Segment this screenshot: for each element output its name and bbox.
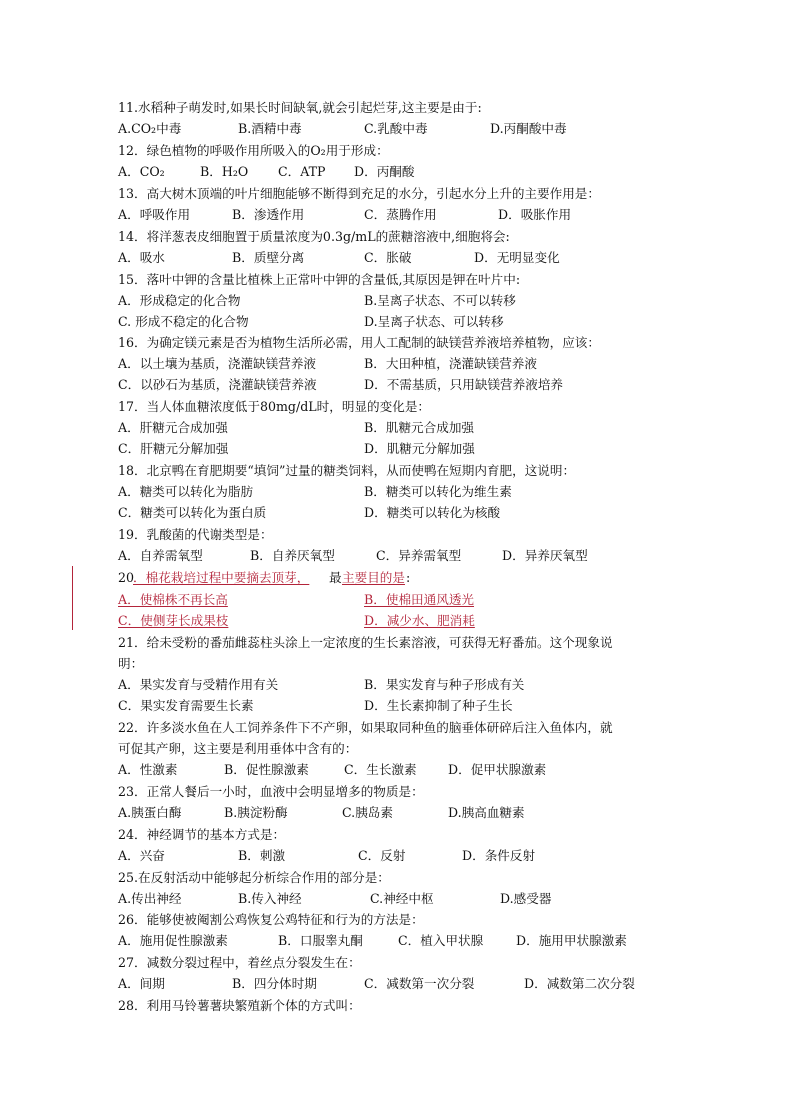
q25-option-c: C.神经中枢 (370, 891, 434, 906)
q20-stem-revised-end: 主要目的是 (342, 570, 405, 585)
q27-option-d: D．减数第二次分裂 (524, 976, 635, 991)
q16-option-c: C．以砂石为基质，浇灌缺镁营养液 (118, 377, 317, 392)
q12-option-b: B．H₂O (200, 164, 249, 179)
q12-option-c: C．ATP (278, 164, 326, 179)
q25-option-d: D.感受器 (500, 891, 552, 906)
q14-option-c: C．胀破 (364, 250, 412, 265)
q26-option-c: C．植入甲状腺 (398, 933, 484, 948)
q20-option-d: D．减少水、肥消耗 (364, 613, 475, 628)
q24-option-a: A．兴奋 (118, 848, 165, 863)
q24-option-b: B．刺激 (238, 848, 286, 863)
q15-option-a: A．形成稳定的化合物 (118, 293, 241, 308)
q23-option-c: C.胰岛素 (342, 805, 393, 820)
q13-option-a: A．呼吸作用 (118, 207, 191, 222)
q27-option-c: C．减数第一次分裂 (364, 976, 475, 991)
q11-option-a: A.CO₂中毒 (118, 121, 182, 136)
q14-option-d: D．无明显变化 (474, 250, 560, 265)
q21-option-a: A．果实发育与受精作用有关 (118, 677, 279, 692)
q17-option-b: B．肌糖元合成加强 (364, 420, 475, 435)
q17-option-d: D．肌糖元分解加强 (364, 441, 475, 456)
q23-option-b: B.胰淀粉酶 (224, 805, 288, 820)
q22-option-d: D．促甲状腺激素 (448, 762, 547, 777)
q18-option-a: A．糖类可以转化为脂肪 (118, 484, 254, 499)
q24-option-c: C．反射 (358, 848, 406, 863)
q16-option-a: A．以土壤为基质，浇灌缺镁营养液 (118, 356, 317, 371)
q11-option-c: C.乳酸中毒 (364, 121, 428, 136)
q11-option-d: D.丙酮酸中毒 (490, 121, 567, 136)
q17-option-a: A．肝糖元合成加强 (118, 420, 228, 435)
q20-option-b: B．使棉田通风透光 (364, 592, 475, 607)
q13-option-b: B．渗透作用 (232, 207, 305, 222)
q19-option-b: B．自养厌氧型 (250, 548, 335, 563)
q21-option-c: C．果实发育需要生长素 (118, 698, 254, 713)
q14-option-a: A．吸水 (118, 250, 165, 265)
q22-option-b: B．促性腺激素 (224, 762, 309, 777)
q13-option-d: D．吸胀作用 (498, 207, 572, 222)
q25-option-b: B.传入神经 (238, 891, 302, 906)
q23-option-d: D.胰高血糖素 (448, 805, 525, 820)
q15-option-c: C. 形成不稳定的化合物 (118, 314, 249, 329)
q20-option-c: C．使侧芽长成果枝 (118, 613, 229, 628)
q21-option-b: B．果实发育与种子形成有关 (364, 677, 525, 692)
q18-option-b: B．糖类可以转化为维生素 (364, 484, 512, 499)
q18-option-c: C．糖类可以转化为蛋白质 (118, 505, 267, 520)
q22-option-a: A．性激素 (118, 762, 178, 777)
q24-option-d: D．条件反射 (462, 848, 536, 863)
q16-option-b: B．大田种植，浇灌缺镁营养液 (364, 356, 537, 371)
q26-option-d: D．施用甲状腺激素 (516, 933, 627, 948)
q23-option-a: A.胰蛋白酶 (118, 805, 182, 820)
q18-option-d: D．糖类可以转化为核酸 (364, 505, 501, 520)
q27-option-b: B．四分体时期 (232, 976, 317, 991)
q12-option-a: A．CO₂ (118, 164, 165, 179)
q19-option-c: C．异养需氧型 (376, 548, 462, 563)
q22-option-c: C．生长激素 (344, 762, 417, 777)
q27-option-a: A．间期 (118, 976, 165, 991)
q15-option-b: B.呈离子状态、不可以转移 (364, 293, 516, 308)
q20-stem-revised: ．棉花栽培过程中要摘去顶芽， (133, 570, 310, 585)
document-page: 11.水稻种子萌发时,如果长时间缺氧,就会引起烂芽,这主要是由于: A.CO₂中毒 B.酒精中毒 C.乳酸中毒 D.丙酮酸中毒 12．绿色植物的呼吸作用所吸入的O₂用于形成： A．CO₂ B．H₂O C．ATP D．丙酮酸 13．高大树木顶端的叶片细胞能够不断得到充足的水分，引起水分上升的主要作用是： A．呼吸作用 B．渗透作用 C．蒸腾作用 D．吸胀作用 14．将洋葱表皮细胞置于质量浓度为0.3g/mL的蔗糖溶液中,细胞将会: A．吸水 B．质壁分离 C．胀破 D．无明显变化 15．落叶中钾的含量比植株上正常叶中钾的含量低,其原因是钾在叶片中: A．形成稳定的化合物 B.呈离子状态、不可以转移 C. 形成不稳定的化合物 D.呈离子状态、可以转移 16．为确定镁元素是否为植物生活所必需，用人工配制的缺镁营养液培养植物，应该： A．以土壤为基质，浇灌缺镁营养液 B．大田种植，浇灌缺镁营养液 C．以砂石为基质，浇灌缺镁营养液 D．不需基质，只用缺镁营养液培养 17．当人体血糖浓度低于80mg/dL时，明显的变化是： A．肝糖元合成加强 B．肌糖元合成加强 C．肝糖元分解加强 D．肌糖元分解加强 18．北京鸭在育肥期要“填饲”过量的糖类饲料，从而使鸭在短期内育肥，这说明： A．糖类可以转化为脂肪 B．糖类可以转化为维生素 C．糖类可以转化为蛋白质 D．糖类可以转化为核酸 19．乳酸菌的代谢类型是： A．自养需氧型 B．自养厌氧型 C．异养需氧型 D．异养厌氧型 20 ．棉花栽培过程中要摘去顶芽， 最 主要目的是 : A．使棉株不再长高 B．使棉田通风透光 C．使侧芽长成果枝 D．减少水、肥消耗 21．给未受粉的番茄雌蕊柱头涂上一定浓度的生长素溶液，可获得无籽番茄。这个现象说 明： A．果实发育与受精作用有关 B．果实发育与种子形成有关 C．果实发育需要生长素 D．生长素抑制了种子生长 22．许多淡水鱼在人工饲养条件下不产卵，如果取同种鱼的脑垂体研碎后注入鱼体内，就 可促其产卵，这主要是利用垂体中含有的： A．性激素 B．促性腺激素 C．生长激素 D．促甲状腺激素 23．正常人餐后一小时，血液中会明显增多的物质是： A.胰蛋白酶 B.胰淀粉酶 C.胰岛素 D.胰高血糖素 24．神经调节的基本方式是： A．兴奋 B．刺激 C．反射 D．条件反射 25.在反射活动中能够起分析综合作用的部分是： A.传出神经 B.传入神经 C.神经中枢 D.感受器 26．能够使被阉割公鸡恢复公鸡特征和行为的方法是： A．施用促性腺激素 B．口服睾丸酮 C．植入甲状腺 D．施用甲状腺激素 27．减数分裂过程中，着丝点分裂发生在： A．间期 B．四分体时期 C．减数第一次分裂 D．减数第二次分裂 28．利用马铃薯薯块繁殖新个体的方式叫： (0, 0, 790, 1119)
q26-option-a: A．施用促性腺激素 (118, 933, 228, 948)
q26-option-b: B．口服睾丸酮 (278, 933, 363, 948)
q17-option-c: C．肝糖元分解加强 (118, 441, 229, 456)
revision-change-bar (72, 566, 73, 630)
q11-option-b: B.酒精中毒 (238, 121, 302, 136)
q14-option-b: B．质壁分离 (232, 250, 305, 265)
q20-option-a: A．使棉株不再长高 (118, 592, 228, 607)
q25-option-a: A.传出神经 (118, 891, 182, 906)
q16-option-d: D．不需基质，只用缺镁营养液培养 (364, 377, 564, 392)
q13-option-c: C．蒸腾作用 (364, 207, 437, 222)
q12-option-d: D．丙酮酸 (354, 164, 415, 179)
q15-option-d: D.呈离子状态、可以转移 (364, 314, 504, 329)
q19-option-a: A．自养需氧型 (118, 548, 203, 563)
q21-option-d: D．生长素抑制了种子生长 (364, 698, 513, 713)
q19-option-d: D．异养厌氧型 (502, 548, 588, 563)
